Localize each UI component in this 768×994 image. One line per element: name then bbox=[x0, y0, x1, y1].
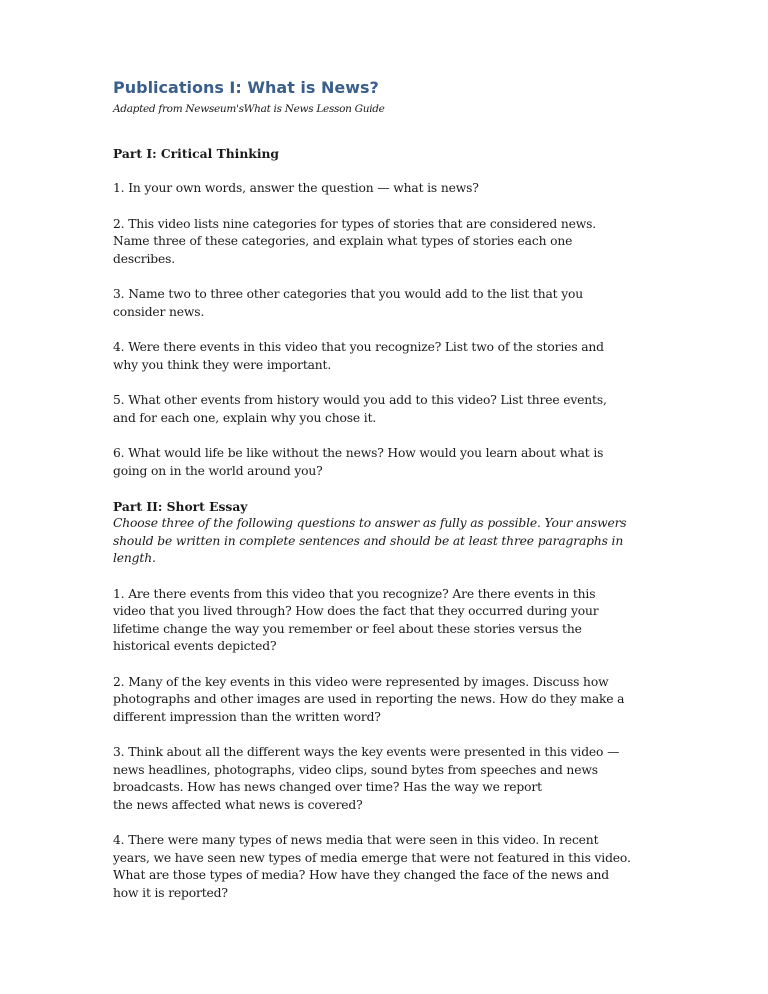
part1-question-4: 4. Were there events in this video that you recognize? List two of the stories and why you think they were important. bbox=[113, 340, 604, 372]
part2-question-3: 3. Think about all the different ways the key events were presented in this video — news headlines, photographs, video clips, sound bytes from speeches and news broadcasts. How has news changed over time? Has the way we report the news affected what news is covered? bbox=[113, 745, 620, 812]
part1-question-3: 3. Name two to three other categories that you would add to the list that you consider news. bbox=[113, 287, 584, 319]
document-title: Publications I: What is News? bbox=[113, 78, 379, 97]
part2-question-1: 1. Are there events from this video that you recognize? Are there events in this video that you lived through? How does the fact that they occurred during your lifetime change the way you remember or feel about these stories versus the historical events depicted? bbox=[113, 586, 599, 653]
part1-question-5: 5. What other events from history would you add to this video? List three events, and for each one, explain why you chose it. bbox=[113, 393, 607, 425]
document-page bbox=[113, 78, 658, 902]
part2-heading: Part II: Short Essay bbox=[113, 499, 248, 514]
part2-question-2: 2. Many of the key events in this video were represented by images. Discuss how photographs and other images are used in reporting the news. How do they make a different impression than the written word? bbox=[113, 674, 625, 724]
document-subtitle: Adapted from Newseum'sWhat is News Lesson Guide bbox=[113, 103, 385, 115]
part1-question-1: 1. In your own words, answer the question — what is news? bbox=[113, 181, 479, 195]
part2-instructions: Choose three of the following questions to answer as fully as possible. Your answers should be written in complete sentences and should be at least three paragraphs in length. bbox=[113, 516, 627, 565]
part2-question-4: 4. There were many types of news media that were seen in this video. In recent years, we have seen new types of media emerge that were not featured in this video. What are those types of media? How have they changed the face of the news and how it is reported? bbox=[113, 833, 631, 900]
part1-heading: Part I: Critical Thinking bbox=[113, 146, 280, 161]
part1-question-2: 2. This video lists nine categories for types of stories that are considered news. Name three of these categories, and explain what types of stories each one describes. bbox=[113, 216, 597, 266]
part1-question-6: 6. What would life be like without the news? How would you learn about what is going on in the world around you? bbox=[113, 446, 604, 478]
